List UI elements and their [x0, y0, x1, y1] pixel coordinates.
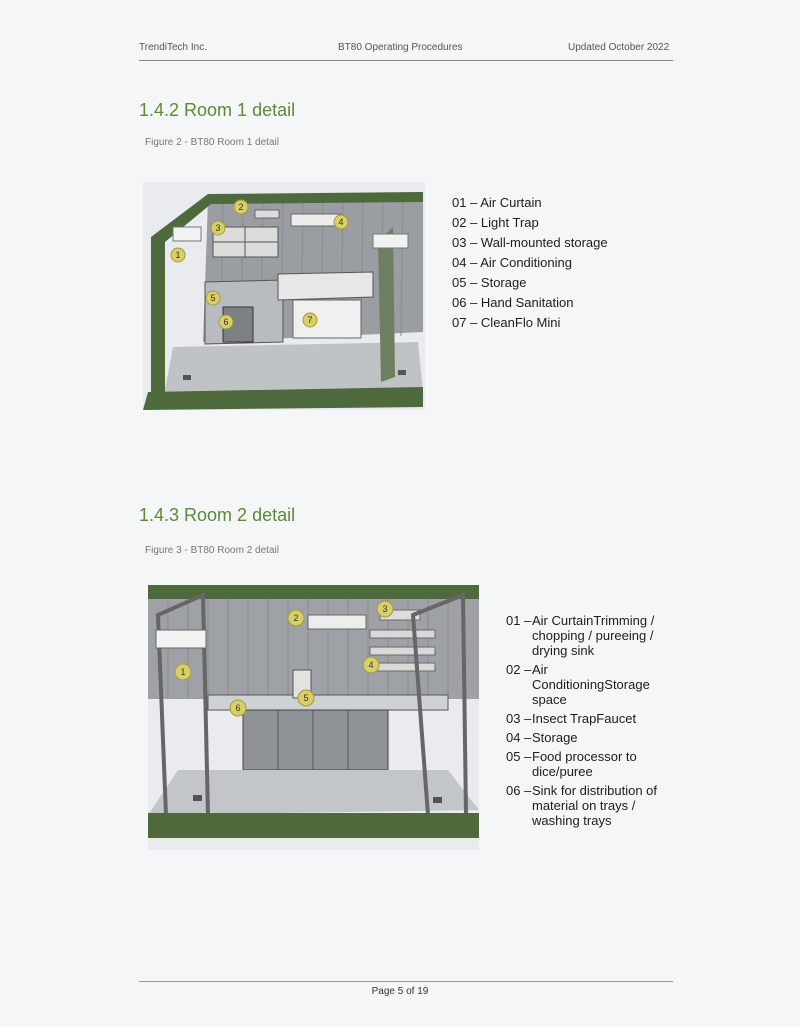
svg-text:6: 6 — [223, 317, 229, 327]
room1-badge-5 — [206, 291, 220, 305]
room1-legend-item: 05 – Storage — [452, 275, 527, 290]
room1-badge-3 — [211, 221, 225, 235]
room1-legend — [452, 193, 608, 333]
room2-legend-item: 06 – Sink for distribution of material on trays / washing trays — [506, 783, 658, 828]
svg-text:4: 4 — [338, 217, 344, 227]
svg-text:6: 6 — [235, 703, 241, 713]
room1-badge-1 — [171, 248, 185, 262]
header-doc-title: BT80 Operating Procedures — [338, 42, 463, 53]
svg-text:1: 1 — [175, 250, 181, 260]
room2-legend-item: 02 – Air ConditioningStorage space — [506, 662, 650, 707]
room1-legend-item: 02 – Light Trap — [452, 215, 539, 230]
room2-badge-5 — [298, 690, 314, 706]
room2-badge-6 — [230, 700, 246, 716]
svg-text:5: 5 — [303, 693, 309, 703]
room2-legend-item: 01 – Air CurtainTrimming / chopping / pureeing / drying sink — [506, 613, 655, 658]
svg-text:2: 2 — [238, 202, 244, 212]
room1-legend-item: 06 – Hand Sanitation — [452, 295, 574, 310]
room2-legend-item: 04 – Storage — [506, 730, 578, 745]
room1-badge-6 — [219, 315, 233, 329]
figure-caption-room2: Figure 3 - BT80 Room 2 detail — [145, 545, 279, 556]
room1-badge-4 — [334, 215, 348, 229]
room1-badge-2 — [234, 200, 248, 214]
section-title-room1: 1.4.2 Room 1 detail — [139, 100, 296, 120]
svg-text:1: 1 — [180, 667, 186, 677]
room1-legend-item: 03 – Wall-mounted storage — [452, 235, 608, 250]
header-rule — [139, 60, 673, 61]
room2-legend — [506, 613, 667, 832]
footer-rule — [139, 981, 673, 982]
room2-badge-2 — [288, 610, 304, 626]
room2-legend-item: 05 – Food processor to dice/puree — [506, 749, 637, 779]
room1-legend-item: 07 – CleanFlo Mini — [452, 315, 561, 330]
header-company: TrendiTech Inc. — [139, 42, 207, 53]
room2-legend-item: 03 – Insect TrapFaucet — [506, 711, 637, 726]
room2-badge-3 — [377, 601, 393, 617]
room1-badge-7 — [303, 313, 317, 327]
figure-caption-room1: Figure 2 - BT80 Room 1 detail — [145, 137, 279, 148]
page-number: Page 5 of 19 — [371, 986, 429, 997]
svg-text:7: 7 — [307, 315, 313, 325]
svg-text:2: 2 — [293, 613, 299, 623]
svg-text:5: 5 — [210, 293, 216, 303]
room1-figure — [143, 182, 425, 410]
room2-figure — [148, 585, 479, 850]
svg-text:3: 3 — [382, 604, 388, 614]
room2-badge-1 — [175, 664, 191, 680]
room2-badge-4 — [363, 657, 379, 673]
header-updated: Updated October 2022 — [568, 42, 670, 53]
svg-text:4: 4 — [368, 660, 374, 670]
section-title-room2: 1.4.3 Room 2 detail — [139, 505, 296, 525]
room1-legend-item: 01 – Air Curtain — [452, 195, 542, 210]
room1-legend-item: 04 – Air Conditioning — [452, 255, 572, 270]
svg-text:3: 3 — [215, 223, 221, 233]
